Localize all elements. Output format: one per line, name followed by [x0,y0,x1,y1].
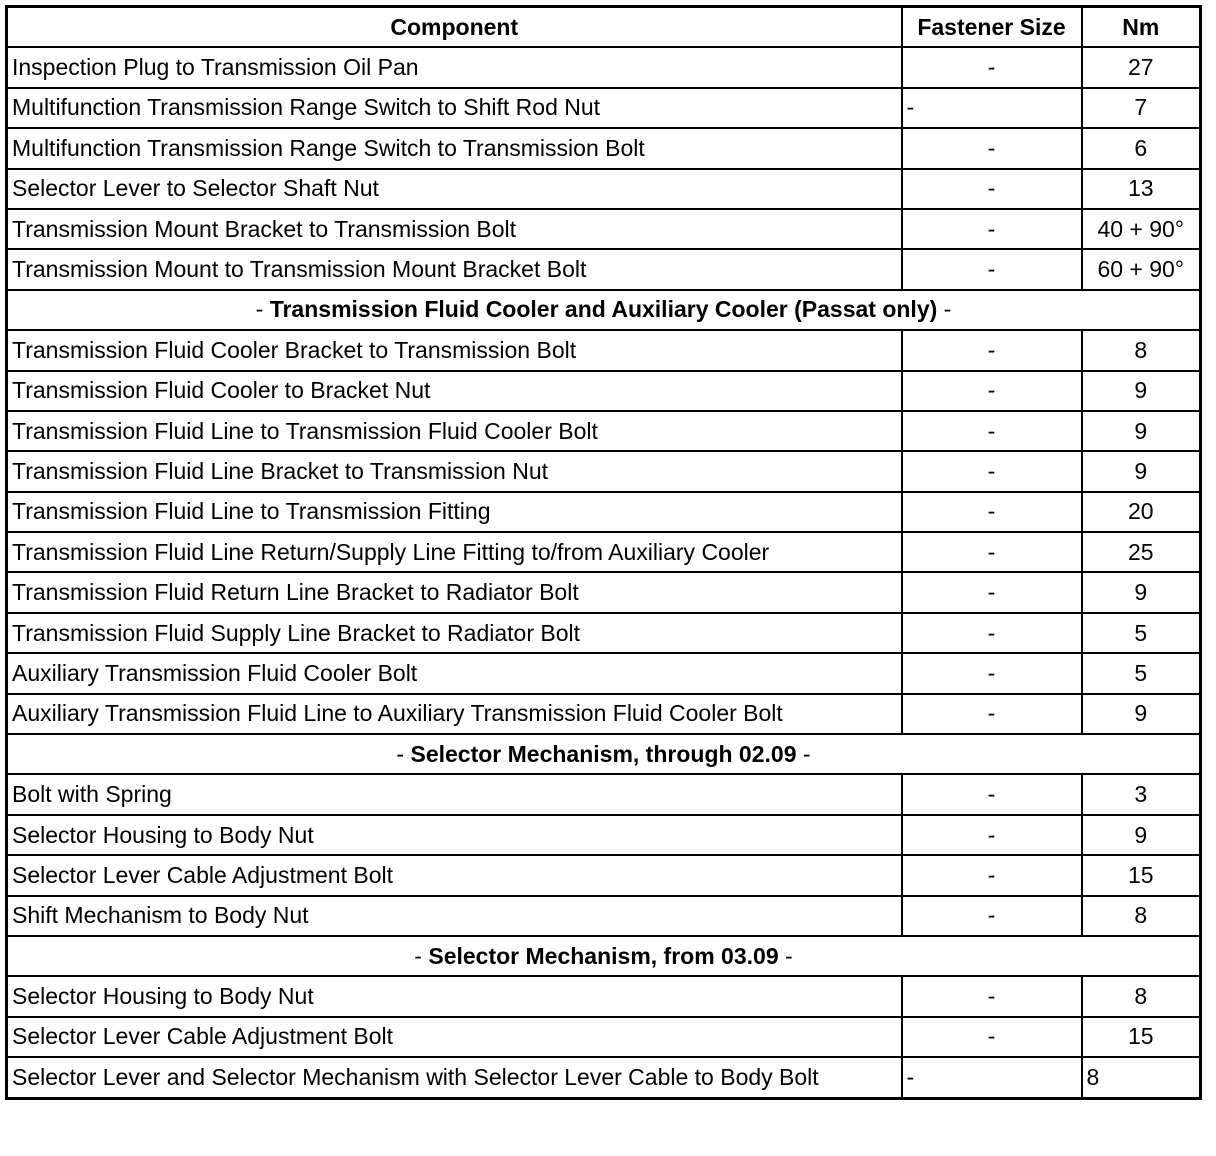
table-row [7,249,1201,289]
component-cell: Selector Housing to Body Nut [7,815,902,855]
torque-nm-cell: 13 [1082,169,1201,209]
torque-nm-cell: 5 [1082,613,1201,653]
section-row [7,936,1201,976]
torque-nm-cell: 9 [1082,815,1201,855]
table-row [7,492,1201,532]
component-cell: Transmission Fluid Line Bracket to Transmission Nut [7,451,902,491]
component-cell: Auxiliary Transmission Fluid Cooler Bolt [7,653,902,693]
component-cell: Transmission Fluid Line Return/Supply Line Fitting to/from Auxiliary Cooler [7,532,902,572]
fastener-size-cell: - [902,815,1082,855]
torque-nm-cell: 9 [1082,451,1201,491]
component-cell: Transmission Fluid Return Line Bracket to Radiator Bolt [7,572,902,612]
component-cell: Bolt with Spring [7,774,902,814]
component-cell: Selector Lever and Selector Mechanism with Selector Lever Cable to Body Bolt [7,1057,902,1098]
table-row [7,532,1201,572]
component-cell: Shift Mechanism to Body Nut [7,896,902,936]
torque-specification-table [5,5,1202,1100]
table-header [7,7,1201,48]
torque-nm-cell: 7 [1082,88,1201,128]
section-heading: - Selector Mechanism, through 02.09 - [7,734,1201,774]
component-cell: Auxiliary Transmission Fluid Line to Auxiliary Transmission Fluid Cooler Bolt [7,694,902,734]
fastener-size-cell: - [902,330,1082,370]
fastener-size-cell: - [902,1017,1082,1057]
fastener-size-cell: - [902,169,1082,209]
torque-nm-cell: 8 [1082,896,1201,936]
component-cell: Transmission Fluid Cooler Bracket to Transmission Bolt [7,330,902,370]
fastener-size-cell: - [902,209,1082,249]
fastener-size-cell: - [902,371,1082,411]
component-cell: Transmission Fluid Line to Transmission Fluid Cooler Bolt [7,411,902,451]
table-row [7,1057,1201,1098]
table-row [7,88,1201,128]
fastener-size-cell: - [902,88,1082,128]
component-cell: Selector Lever to Selector Shaft Nut [7,169,902,209]
fastener-size-cell: - [902,451,1082,491]
fastener-size-cell: - [902,653,1082,693]
table-row [7,653,1201,693]
table-row [7,774,1201,814]
torque-nm-cell: 40 + 90° [1082,209,1201,249]
fastener-size-cell: - [902,976,1082,1016]
torque-nm-cell: 9 [1082,694,1201,734]
header-fastener-size: Fastener Size [902,7,1082,48]
component-cell: Transmission Fluid Cooler to Bracket Nut [7,371,902,411]
fastener-size-cell: - [902,774,1082,814]
component-cell: Selector Lever Cable Adjustment Bolt [7,1017,902,1057]
component-cell: Transmission Fluid Line to Transmission Fitting [7,492,902,532]
component-cell: Transmission Fluid Supply Line Bracket to Radiator Bolt [7,613,902,653]
fastener-size-cell: - [902,855,1082,895]
fastener-size-cell: - [902,613,1082,653]
section-row [7,734,1201,774]
section-heading: - Selector Mechanism, from 03.09 - [7,936,1201,976]
component-cell: Selector Housing to Body Nut [7,976,902,1016]
torque-nm-cell: 60 + 90° [1082,249,1201,289]
component-cell: Inspection Plug to Transmission Oil Pan [7,47,902,87]
table-row [7,976,1201,1016]
table-row [7,613,1201,653]
torque-nm-cell: 3 [1082,774,1201,814]
torque-nm-cell: 6 [1082,128,1201,168]
fastener-size-cell: - [902,492,1082,532]
table-row [7,371,1201,411]
fastener-size-cell: - [902,694,1082,734]
section-title: Selector Mechanism, from 03.09 [428,942,779,969]
torque-nm-cell: 9 [1082,572,1201,612]
component-cell: Transmission Mount Bracket to Transmission Bolt [7,209,902,249]
fastener-size-cell: - [902,128,1082,168]
section-title: Transmission Fluid Cooler and Auxiliary Cooler (Passat only) [269,296,938,323]
table-row [7,1017,1201,1057]
fastener-size-cell: - [902,411,1082,451]
torque-nm-cell: 8 [1082,1057,1201,1098]
component-cell: Multifunction Transmission Range Switch to Shift Rod Nut [7,88,902,128]
torque-nm-cell: 9 [1082,371,1201,411]
header-row [7,7,1201,48]
table-row [7,330,1201,370]
torque-nm-cell: 8 [1082,330,1201,370]
table-body [7,47,1201,1098]
component-cell: Multifunction Transmission Range Switch to Transmission Bolt [7,128,902,168]
fastener-size-cell: - [902,47,1082,87]
torque-nm-cell: 9 [1082,411,1201,451]
table-row [7,694,1201,734]
table-row [7,169,1201,209]
table-row [7,47,1201,87]
fastener-size-cell: - [902,249,1082,289]
table-row [7,896,1201,936]
table-row [7,411,1201,451]
fastener-size-cell: - [902,896,1082,936]
table-row [7,572,1201,612]
fastener-size-cell: - [902,572,1082,612]
section-title: Selector Mechanism, through 02.09 [410,740,797,767]
fastener-size-cell: - [902,532,1082,572]
component-cell: Transmission Mount to Transmission Mount Bracket Bolt [7,249,902,289]
table-row [7,451,1201,491]
torque-nm-cell: 27 [1082,47,1201,87]
table-row [7,855,1201,895]
fastener-size-cell: - [902,1057,1082,1098]
component-cell: Selector Lever Cable Adjustment Bolt [7,855,902,895]
torque-nm-cell: 15 [1082,855,1201,895]
header-nm: Nm [1082,7,1201,48]
torque-nm-cell: 15 [1082,1017,1201,1057]
header-component: Component [7,7,902,48]
table-row [7,128,1201,168]
section-heading: - Transmission Fluid Cooler and Auxiliary Cooler (Passat only) - [7,290,1201,330]
torque-nm-cell: 20 [1082,492,1201,532]
torque-nm-cell: 8 [1082,976,1201,1016]
section-row [7,290,1201,330]
table-row [7,209,1201,249]
torque-nm-cell: 25 [1082,532,1201,572]
table-row [7,815,1201,855]
torque-nm-cell: 5 [1082,653,1201,693]
